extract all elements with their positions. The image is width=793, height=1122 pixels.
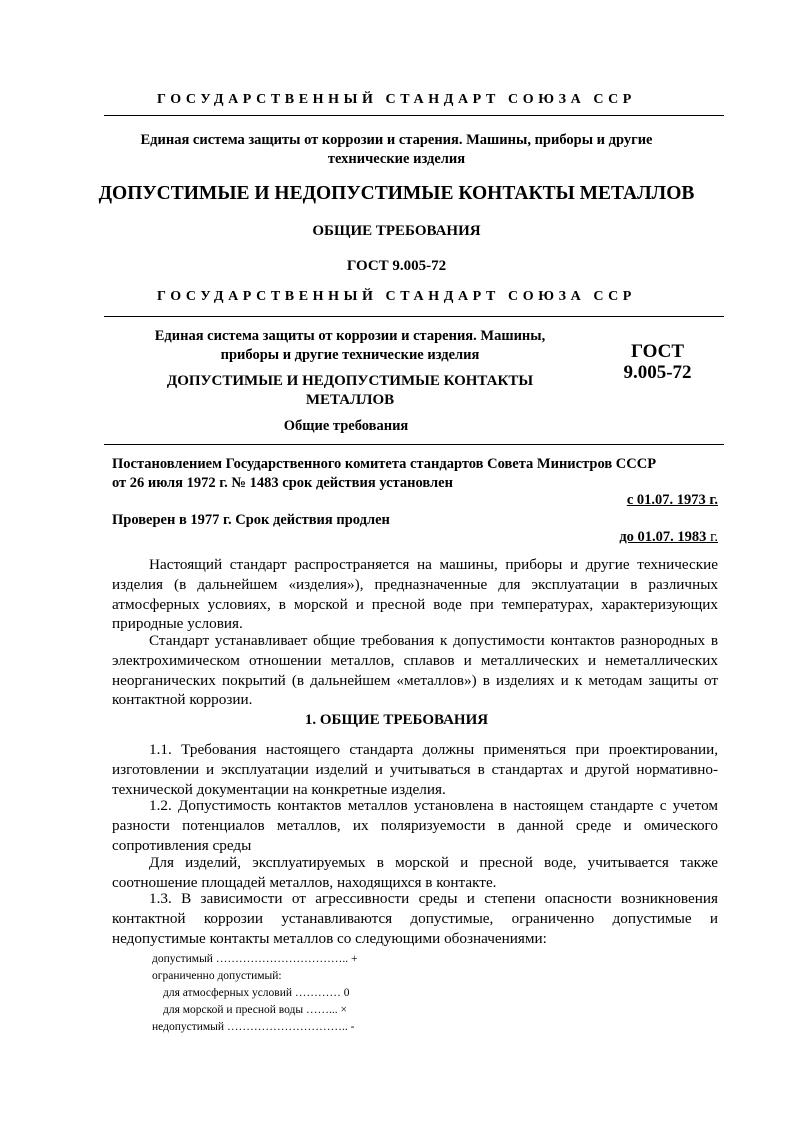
intro-paragraph-1: Настоящий стандарт распространяется на машины, приборы и другие технические изделия (в дальнейшем «изделия»), предназначенные для эксплуатации в различных атмосферных условиях, в морской и пресной воде при температурах, характеризующих природные условия. [112, 556, 718, 633]
clause-1-2-continued: Для изделий, эксплуатируемых в морской и пресной воде, учитывается также соотношение площадей металлов, находящихся в контакте. [112, 854, 718, 891]
title-block-bottom-rule [104, 444, 724, 445]
block-main-line2: МЕТАЛЛОВ [305, 392, 395, 408]
legend-row-limited-atmospheric: для атмосферных условий ………… 0 [163, 987, 350, 999]
gost-number: 9.005-72 [623, 362, 692, 383]
legend-row-limited: ограниченно допустимый: [152, 970, 282, 982]
legend-row-allowed: допустимый …………………………….. + [152, 953, 358, 965]
validity-end-date-value: до 01.07. 1983 [619, 529, 707, 545]
title-block-top-rule [104, 316, 724, 317]
system-title-line1: Единая система защиты от коррозии и старения. Машины, приборы и другие [140, 132, 653, 148]
block-main-title [110, 372, 590, 410]
clause-1-2: 1.2. Допустимость контактов металлов установлена в настоящем стандарте с учетом разности потенциалов металлов, их поляризуемости в данной среде и омического сопротивления среды [112, 797, 718, 854]
decree-line1: Постановлением Государственного комитета стандартов Совета Министров СССР [112, 456, 657, 472]
state-standard-header-2: ГОСУДАРСТВЕННЫЙ СТАНДАРТ СОЮЗА ССР [157, 289, 636, 304]
cover-subtitle: ОБЩИЕ ТРЕБОВАНИЯ [312, 223, 481, 239]
legend-row-forbidden: недопустимый ………………………….. - [152, 1021, 355, 1033]
intro-paragraph-2: Стандарт устанавливает общие требования к допустимости контактов разнородных в электрохимическом отношении металлов, сплавов и металлических и неметаллических неорганических покрытий (в дальнейшем «металлов») в изделиях и к методам защиты от контактной коррозии. [112, 632, 718, 709]
gost-designation [600, 341, 715, 383]
checked-note: Проверен в 1977 г. Срок действия продлен [112, 512, 390, 528]
validity-end-date [619, 528, 718, 547]
validity-start-date: с 01.07. 1973 г. [626, 492, 718, 508]
block-main-line1: ДОПУСТИМЫЕ И НЕДОПУСТИМЫЕ КОНТАКТЫ [166, 373, 534, 389]
header-rule [104, 115, 724, 116]
state-standard-header: ГОСУДАРСТВЕННЫЙ СТАНДАРТ СОЮЗА ССР [157, 92, 636, 107]
clause-1-1: 1.1. Требования настоящего стандарта должны применяться при проектировании, изготовлении и эксплуатации изделий и учитываться в стандартах и другой нормативно-технической документации на конкретные изделия. [112, 741, 718, 798]
decree-text [112, 455, 732, 493]
clause-1-3: 1.3. В зависимости от агрессивности среды и степени опасности возникновения контактной коррозии устанавливаются допустимые, ограниченно допустимые и недопустимые контакты металлов со следующими обозначениями: [112, 890, 718, 947]
system-title-line2: технические изделия [327, 151, 466, 167]
legend-row-limited-water: для морской и пресной воды ……... × [163, 1004, 348, 1016]
block-system-title [110, 327, 590, 365]
validity-end-date-suffix: г. [706, 529, 718, 545]
block-subtitle: Общие требования [283, 418, 409, 434]
block-system-line2: приборы и другие технические изделия [220, 347, 480, 363]
cover-gost-code: ГОСТ 9.005-72 [346, 258, 447, 274]
decree-line2: от 26 июля 1972 г. № 1483 срок действия установлен [112, 475, 453, 491]
section-1-heading: 1. ОБЩИЕ ТРЕБОВАНИЯ [304, 712, 489, 728]
main-title: ДОПУСТИМЫЕ И НЕДОПУСТИМЫЕ КОНТАКТЫ МЕТАЛЛОВ [98, 183, 695, 204]
block-system-line1: Единая система защиты от коррозии и старения. Машины, [154, 328, 546, 344]
gost-label: ГОСТ [630, 341, 685, 362]
